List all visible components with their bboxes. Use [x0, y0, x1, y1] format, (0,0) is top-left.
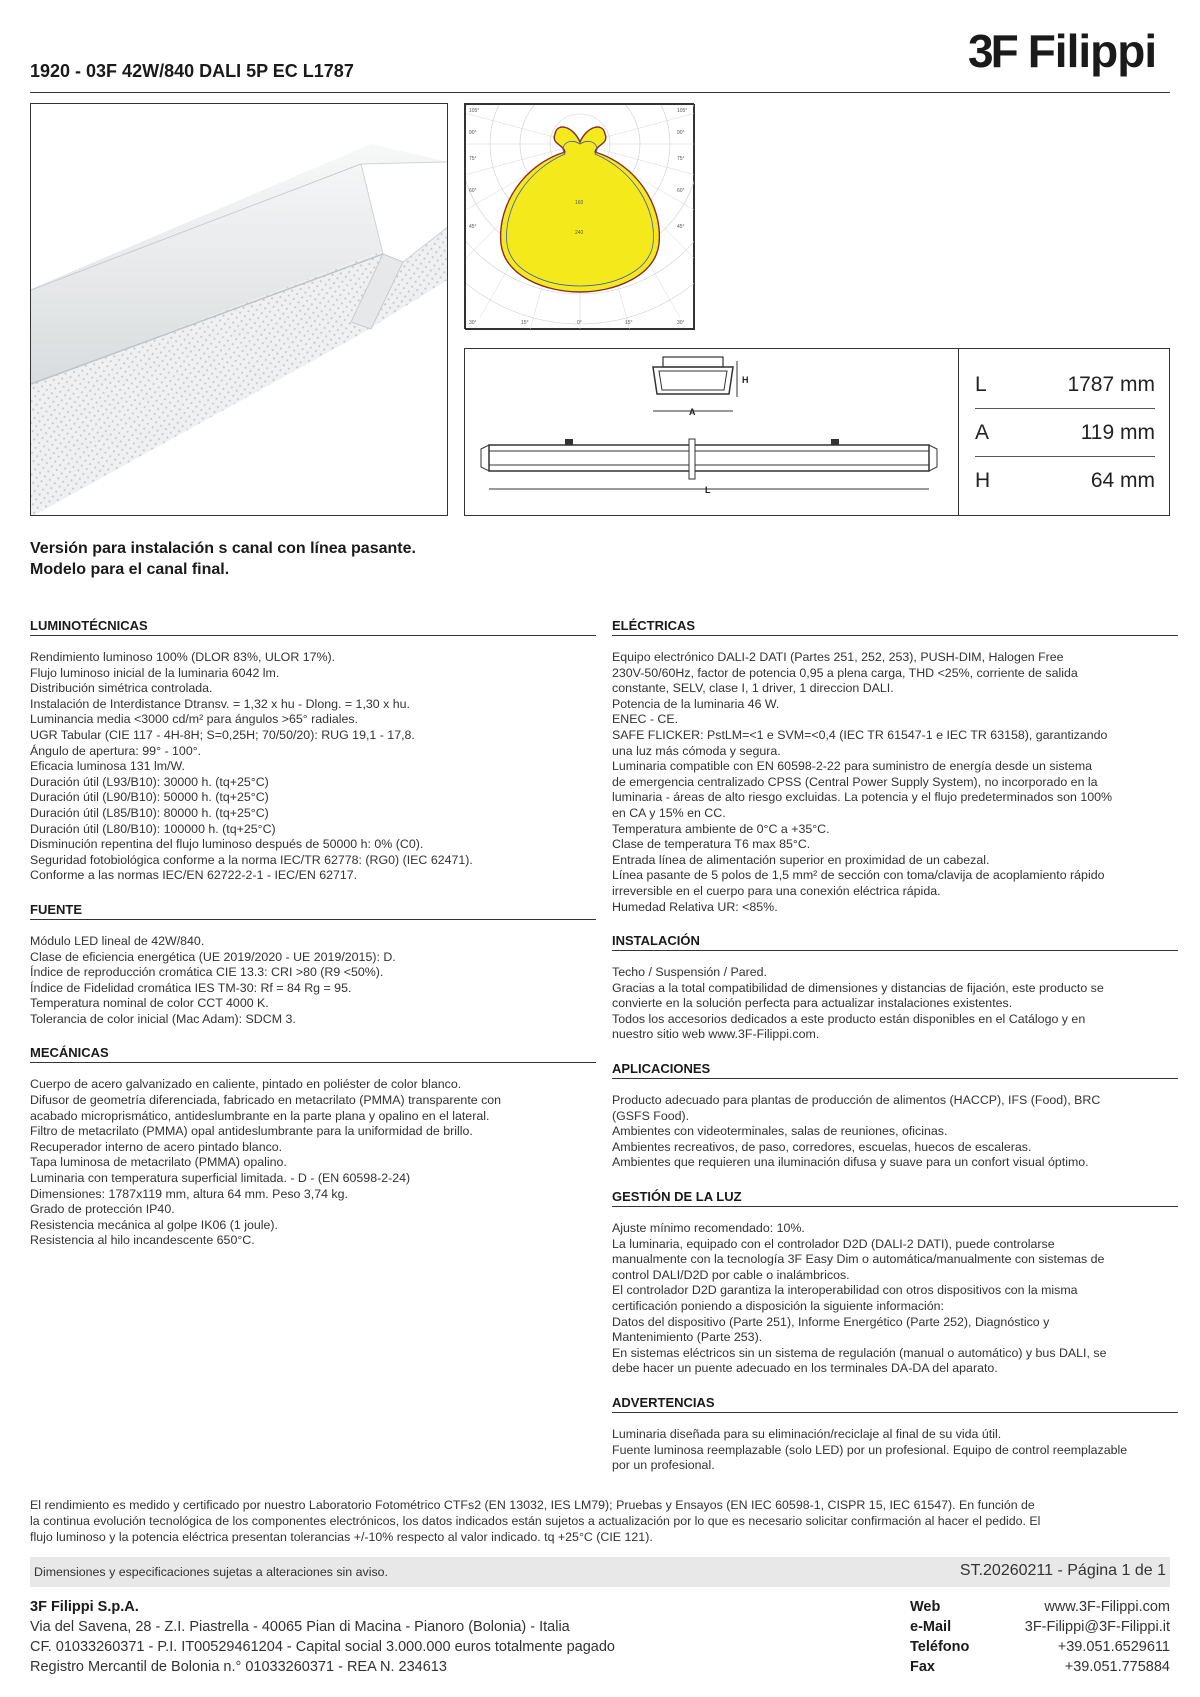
spec-line: Disminución repentina del flujo luminoso después de 50000 h: 0% (C0).: [30, 837, 424, 852]
spec-line: Clase de eficiencia energética (UE 2019/2020 - UE 2019/2015): D.: [30, 949, 396, 964]
spec-section: [30, 616, 596, 884]
company-address: Via del Savena, 28 - Z.I. Piastrella - 40065 Pian di Macina - Pianoro (Bolonia) - Italia: [30, 1619, 570, 1635]
spec-section: [612, 616, 1178, 915]
contact-row-web: [910, 1597, 1170, 1617]
section-heading: FUENTE: [30, 900, 596, 920]
spec-section: [30, 1043, 596, 1249]
section-body: [612, 1221, 1178, 1377]
dimension-value: 1787 mm: [1067, 373, 1155, 396]
spec-line: El controlador D2D garantiza la interoperabilidad con otros dispositivos con la misma: [612, 1283, 1078, 1298]
polar-angle-label: 60°: [469, 188, 477, 194]
dim-label-a: A: [689, 407, 696, 417]
dimension-key: H: [975, 469, 991, 492]
polar-tick-label: 30°: [469, 320, 477, 326]
product-photo: [30, 103, 448, 516]
spec-line: Luminaria con temperatura superficial limitada. - D - (EN 60598-2-24): [30, 1171, 411, 1186]
spec-line: Equipo electrónico DALI-2 DATI (Partes 251, 252, 253), PUSH-DIM, Halogen Free: [612, 650, 1064, 664]
spec-line: Recuperador interno de acero pintado blanco.: [30, 1139, 283, 1154]
spec-line: Rendimiento luminoso 100% (DLOR 83%, ULOR 17%).: [30, 650, 336, 664]
spec-line: luminaria - áreas de alto riesgo excluidas. La potencia y el flujo predeterminados son 100%: [612, 790, 1113, 805]
section-heading: MECÁNICAS: [30, 1043, 596, 1063]
spec-line: Todos los accesorios dedicados a este producto están disponibles en el Catálogo y en: [612, 1011, 1086, 1026]
note-line: flujo luminoso y la potencia eléctrica presentan tolerancias +/-10% respecto al valor indicado. tq +25°C (CIE 121).: [30, 1530, 653, 1544]
brand-logo: [968, 22, 1156, 80]
polar-radial-label: 240: [575, 230, 584, 236]
dimension-row-l: [975, 361, 1155, 409]
company-name: 3F Filippi S.p.A.: [30, 1599, 139, 1615]
spec-line: Índice de reproducción cromática CIE 13.3: CRI >80 (R9 <50%).: [30, 965, 384, 980]
version-line: Versión para instalación s canal con línea pasante.: [30, 540, 416, 557]
polar-curve-chart: [465, 104, 695, 330]
polar-angle-label: 105°: [469, 108, 480, 114]
email-link[interactable]: 3F-Filippi@3F-Filippi.it: [1024, 1619, 1170, 1635]
polar-tick-label: 15°: [521, 320, 529, 326]
polar-angle-label: 45°: [469, 224, 477, 230]
spec-line: Módulo LED lineal de 42W/840.: [30, 933, 205, 948]
section-body: [612, 650, 1178, 915]
spec-line: Ajuste mínimo recomendado: 10%.: [612, 1221, 805, 1236]
dimension-key: A: [975, 421, 990, 444]
spec-line: 230V-50/60Hz, factor de potencia 0,95 a plena carga, THD <25%, corriente de salida: [612, 665, 1078, 680]
spec-line: Duración útil (L85/B10): 80000 h. (tq+25°C): [30, 805, 269, 820]
fax-value: +39.051.775884: [1064, 1659, 1170, 1675]
spec-line: Humedad Relativa UR: <85%.: [612, 899, 778, 914]
section-heading: ELÉCTRICAS: [612, 616, 1178, 636]
disclaimer-bar: [30, 1557, 1170, 1587]
section-heading: INSTALACIÓN: [612, 931, 1178, 951]
spec-section: [612, 1059, 1178, 1171]
spec-line: Instalación de Interdistance Dtransv. = 1,32 x hu - Dlong. = 1,30 x hu.: [30, 696, 410, 711]
spec-line: una luz más cómoda y segura.: [612, 743, 781, 758]
spec-line: Duración útil (L90/B10): 50000 h. (tq+25°C): [30, 790, 269, 805]
spec-line: Dimensiones: 1787x119 mm, altura 64 mm. Peso 3,74 kg.: [30, 1186, 348, 1201]
contact-row-phone: [910, 1637, 1170, 1657]
polar-angle-label: 90°: [469, 130, 477, 136]
dimensions-panel: [464, 348, 1170, 516]
section-body: [612, 1427, 1178, 1474]
contact-key: Web: [910, 1599, 941, 1615]
contact-key: Fax: [910, 1659, 935, 1675]
document-reference: ST.20260211 - Página 1 de 1: [959, 1562, 1166, 1579]
spec-line: nuestro sitio web www.3F-Filippi.com.: [612, 1027, 820, 1042]
spec-line: certificación poniendo a disposición la siguiente información:: [612, 1299, 944, 1313]
spec-column-right: [612, 616, 1178, 1490]
spec-line: Clase de temperatura T6 max 85°C.: [612, 837, 811, 852]
company-tax-info: CF. 01033260371 - P.I. IT00529461204 - Capital social 3.000.000 euros totalmente pagado: [30, 1639, 615, 1655]
spec-section: [612, 931, 1178, 1043]
spec-line: Distribución simétrica controlada.: [30, 681, 213, 696]
note-line: El rendimiento es medido y certificado por nuestro Laboratorio Fotométrico CTFs2 (EN 13032, IES LM79); Pruebas y Ensayos (EN IEC 60598-1, CISPR 15, IEC 61547). En función de: [30, 1498, 1035, 1512]
brand-word: Filippi: [1027, 25, 1157, 77]
contact-info: [910, 1597, 1170, 1677]
spec-line: por un profesional.: [612, 1458, 715, 1473]
spec-line: Flujo luminoso inicial de la luminaria 6042 lm.: [30, 665, 280, 680]
performance-note: [30, 1497, 1170, 1545]
spec-line: Eficacia luminosa 131 lm/W.: [30, 759, 185, 774]
spec-line: Línea pasante de 5 polos de 1,5 mm² de sección con toma/clavija de acoplamiento rápido: [612, 868, 1105, 883]
spec-line: Potencia de la luminaria 46 W.: [612, 696, 780, 711]
spec-line: Resistencia al hilo incandescente 650°C.: [30, 1233, 255, 1248]
polar-tick-label: 0°: [577, 320, 582, 326]
spec-column-left: [30, 616, 596, 1265]
disclaimer-text: Dimensiones y especificaciones sujetas a alteraciones sin aviso.: [34, 1565, 388, 1579]
contact-row-fax: [910, 1657, 1170, 1677]
dimension-key: L: [975, 373, 987, 396]
section-heading: ADVERTENCIAS: [612, 1393, 1178, 1413]
polar-angle-label: 105°: [677, 108, 688, 114]
spec-line: Gracias a la total compatibilidad de dimensiones y distancias de fijación, este producto se: [612, 980, 1104, 995]
dimension-value: 64 mm: [1090, 469, 1155, 492]
spec-line: SAFE FLICKER: PstLM=<1 e SVM=<0,4 (IEC TR 61547-1 e IEC TR 63158), garantizando: [612, 727, 1108, 742]
company-registry: Registro Mercantil de Bolonia n.° 01033260371 - REA N. 234613: [30, 1659, 447, 1675]
section-body: [30, 934, 596, 1028]
luminaire-illustration: [31, 104, 448, 516]
contact-key: Teléfono: [910, 1639, 970, 1655]
spec-line: Techo / Suspensión / Pared.: [612, 965, 767, 980]
polar-angle-label: 90°: [677, 130, 685, 136]
polar-angle-label: 45°: [677, 224, 685, 230]
spec-line: Seguridad fotobiológica conforme a la norma IEC/TR 62778: (RG0) (IEC 62471).: [30, 852, 473, 867]
polar-angle-label: 75°: [677, 156, 685, 162]
spec-line: Entrada línea de alimentación superior en proximidad de un cabezal.: [612, 852, 990, 867]
spec-line: La luminaria, equipado con el controlador D2D (DALI-2 DATI), puede controlarse: [612, 1236, 1055, 1251]
section-heading: APLICACIONES: [612, 1059, 1178, 1079]
spec-section: [612, 1187, 1178, 1377]
spec-line: constante, SELV, clase I, 1 driver, 1 direccion DALI.: [612, 681, 894, 696]
spec-line: Luminaria compatible con EN 60598-2-22 para suministro de energía desde un sistema: [612, 759, 1093, 774]
spec-line: Duración útil (L93/B10): 30000 h. (tq+25°C): [30, 774, 269, 789]
product-title: 1920 - 03F 42W/840 DALI 5P EC L1787: [30, 61, 354, 81]
spec-line: Ángulo de apertura: 99° - 100°.: [30, 743, 202, 758]
polar-angle-label: 75°: [469, 156, 477, 162]
spec-line: Ambientes que requieren una iluminación difusa y suave para un confort visual óptimo.: [612, 1155, 1089, 1170]
dimension-row-a: [975, 409, 1155, 457]
spec-line: irreversible en el cuerpo para una conexión eléctrica rápida.: [612, 883, 941, 898]
section-body: [612, 965, 1178, 1043]
contact-row-email: [910, 1617, 1170, 1637]
header-divider: [30, 92, 1170, 93]
spec-line: manualmente con la tecnología 3F Easy Dim o automática/manualmente con sistemas de: [612, 1252, 1105, 1267]
spec-line: control DALI/D2D por cable o inalámbricos.: [612, 1267, 850, 1282]
spec-line: Tolerancia de color inicial (Mac Adam): SDCM 3.: [30, 1011, 296, 1026]
contact-key: e-Mail: [910, 1619, 952, 1635]
polar-radial-label: 160: [575, 200, 584, 206]
dimension-row-h: [975, 457, 1155, 505]
dimension-drawing: [465, 349, 958, 517]
dim-label-h: H: [742, 375, 749, 385]
dim-label-l: L: [705, 485, 711, 495]
website-link[interactable]: www.3F-Filippi.com: [1044, 1599, 1170, 1615]
section-body: [612, 1093, 1178, 1171]
spec-line: en CA y 15% en CC.: [612, 805, 726, 820]
spec-line: Índice de Fidelidad cromática IES TM-30: Rf = 84 Rg = 95.: [30, 980, 352, 995]
spec-line: Duración útil (L80/B10): 100000 h. (tq+25°C): [30, 821, 276, 836]
version-line: Modelo para el canal final.: [30, 561, 230, 578]
spec-line: acabado microprismático, antideslumbrante en la parte plana y opalino en el lateral.: [30, 1108, 490, 1123]
dims-divider: [958, 349, 959, 515]
spec-line: Fuente luminosa reemplazable (solo LED) por un profesional. Equipo de control reemplazable: [612, 1442, 1128, 1457]
spec-line: Luminancia media <3000 cd/m² para ángulos >65° radiales.: [30, 712, 359, 727]
spec-line: Difusor de geometría diferenciada, fabricado en metacrilato (PMMA) transparente con: [30, 1093, 502, 1108]
spec-line: UGR Tabular (CIE 117 - 4H-8H; S=0,25H; 70/50/20): RUG 19,1 - 17,8.: [30, 727, 415, 742]
phone-value: +39.051.6529611: [1057, 1639, 1170, 1655]
polar-angle-label: 60°: [677, 188, 685, 194]
version-description: [30, 538, 416, 580]
section-heading: GESTIÓN DE LA LUZ: [612, 1187, 1178, 1207]
spec-line: de emergencia centralizado CPSS (Central Power Supply System), no incorporado en la: [612, 774, 1098, 789]
spec-line: ENEC - CE.: [612, 712, 679, 727]
spec-line: Conforme a las normas IEC/EN 62722-2-1 - IEC/EN 62717.: [30, 868, 358, 883]
section-heading: LUMINOTÉCNICAS: [30, 616, 596, 636]
spec-line: Temperatura nominal de color CCT 4000 K.: [30, 996, 269, 1011]
spec-line: Producto adecuado para plantas de producción de alimentos (HACCP), IFS (Food), BRC: [612, 1093, 1101, 1108]
spec-line: Temperatura ambiente de 0°C a +35°C.: [612, 821, 830, 836]
spec-line: Luminaria diseñada para su eliminación/reciclaje al final de su vida útil.: [612, 1426, 1002, 1441]
section-body: [30, 650, 596, 884]
spec-line: Ambientes con videoterminales, salas de reuniones, oficinas.: [612, 1124, 948, 1139]
dimension-value: 119 mm: [1080, 421, 1155, 444]
spec-line: Datos del dispositivo (Parte 251), Informe Energético (Parte 252), Diagnóstico y: [612, 1314, 1050, 1329]
note-line: la continua evolución tecnológica de los componentes electrónicos, los datos indicados están sujetos a actualización por lo que es necesario solicitar confirmación al hacer el pedido. El: [30, 1514, 1041, 1528]
brand-mark: 3F: [968, 25, 1016, 77]
polar-tick-label: 30°: [677, 320, 685, 326]
spec-line: Resistencia mecánica al golpe IK06 (1 joule).: [30, 1217, 278, 1232]
polar-curve: [501, 127, 660, 292]
polar-diagram: [464, 103, 694, 329]
spec-section: [612, 1393, 1178, 1474]
spec-line: Ambientes recreativos, de paso, corredores, escuelas, huecos de escaleras.: [612, 1139, 1032, 1154]
section-body: [30, 1077, 596, 1249]
polar-tick-label: 15°: [625, 320, 633, 326]
spec-line: Mantenimiento (Parte 253).: [612, 1330, 763, 1345]
spec-line: En sistemas eléctricos sin un sistema de regulación (manual o automático) y bus DALI, se: [612, 1345, 1107, 1360]
spec-line: (GSFS Food).: [612, 1108, 690, 1123]
spec-line: Cuerpo de acero galvanizado en caliente, pintado en poliéster de color blanco.: [30, 1077, 462, 1092]
spec-line: debe hacer un puente adecuado en los terminales DA-DA del aparato.: [612, 1361, 998, 1376]
spec-line: Tapa luminosa de metacrilato (PMMA) opalino.: [30, 1155, 287, 1170]
spec-line: Grado de protección IP40.: [30, 1202, 175, 1217]
spec-line: Filtro de metacrilato (PMMA) opal antideslumbrante para la uniformidad de brillo.: [30, 1124, 473, 1139]
spec-section: [30, 900, 596, 1028]
company-info: [30, 1597, 615, 1677]
spec-line: convierte en la solución perfecta para actualizar instalaciones existentes.: [612, 996, 1013, 1011]
